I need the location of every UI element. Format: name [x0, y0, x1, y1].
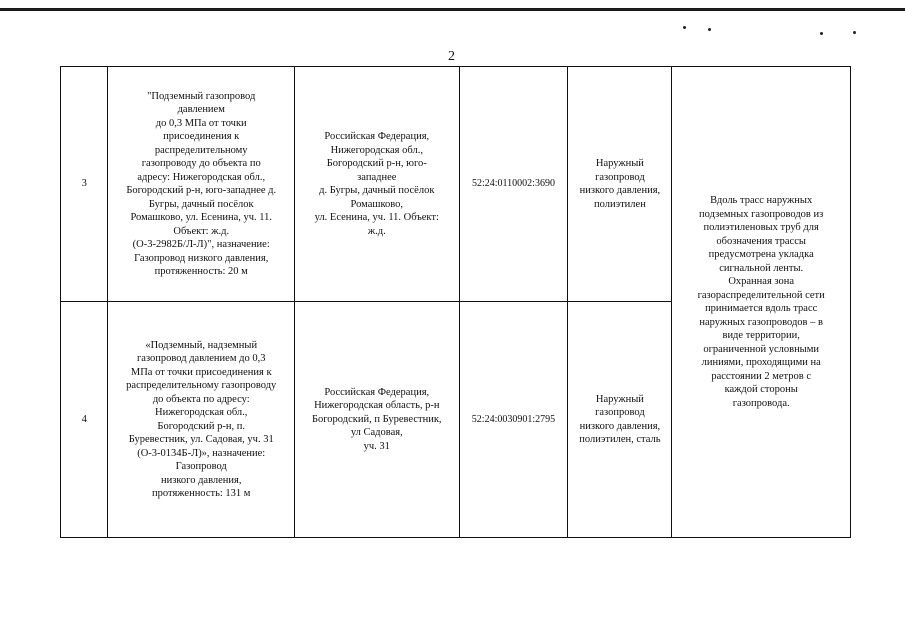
protection-zone-line: расстоянии 2 метров с — [711, 370, 812, 382]
object-name-line: Нижегородская обл., — [155, 407, 248, 418]
address-line: Российская Федерация, — [324, 131, 430, 142]
object-name-line: газопровод давлением до 0,3 — [136, 353, 266, 364]
protection-zone-line: предусмотрена укладка — [708, 249, 814, 260]
address-cell — [295, 302, 459, 538]
protection-zone-line: обозначения трассы — [716, 235, 806, 247]
object-name-line: Богородский р-н, п. — [157, 420, 246, 432]
pipeline-type-line: газопровод — [595, 171, 645, 183]
row-number: 3 — [61, 67, 108, 302]
protection-zone-line: Вдоль трасс наружных — [710, 195, 813, 206]
address-line: Нижегородская область, р-н — [314, 400, 440, 412]
protection-zone-line: сигнальной ленты. — [719, 262, 804, 274]
scan-speck — [853, 31, 856, 34]
protection-zone-line: принимается вдоль трасс — [705, 303, 818, 314]
object-name-line: протяженность: 20 м — [154, 266, 248, 277]
address-cell — [295, 67, 459, 302]
address-line: ж.д. — [367, 225, 386, 237]
address-line: Российская Федерация, — [324, 386, 430, 398]
top-border-line — [0, 8, 905, 11]
pipeline-type-line: Наружный — [595, 393, 644, 405]
object-name-line: Объект: ж.д. — [173, 225, 230, 237]
address-line: Богородский р-н, юго- — [326, 158, 427, 169]
cadastral-number: 52:24:0110002:3690 — [459, 67, 568, 302]
object-name-line: давлением — [177, 104, 225, 115]
protection-zone-line: каждой стороны — [724, 384, 798, 395]
object-name-line: "Подземный газопровод — [147, 90, 256, 102]
protection-zone-line: виде территории, — [722, 330, 800, 341]
address-line: уч. 31 — [363, 440, 390, 452]
object-name-line: (О-3-0134Б-Л)», назначение: — [137, 447, 266, 459]
object-name-line: МПа от точки присоединения к — [130, 366, 272, 378]
object-name-line: Бугры, дачный посёлок — [148, 198, 254, 210]
pipeline-type-line: полиэтилен — [593, 198, 646, 210]
pipeline-type-line: газопровод — [595, 407, 645, 418]
object-name-line: Ромашково, ул. Есенина, уч. 11. — [130, 212, 273, 223]
protection-zone-line: подземных газопроводов из — [699, 208, 824, 220]
object-name-line: Буревестник, ул. Садовая, уч. 31 — [128, 434, 274, 445]
object-name-line: адресу: Нижегородская обл., — [137, 171, 266, 183]
address-line: западнее — [357, 171, 397, 183]
protection-zone-line: линиями, проходящими на — [701, 357, 821, 368]
page-number: 2 — [448, 49, 455, 64]
scan-speck — [708, 28, 711, 31]
object-name-line: присоединения к — [163, 131, 240, 142]
address-line: ул Садовая, — [350, 427, 403, 439]
pipeline-type-cell — [568, 302, 672, 538]
object-name-line: «Подземный, надземный — [145, 339, 258, 351]
cadastral-number: 52:24:0030901:2795 — [459, 302, 568, 538]
scan-speck — [683, 26, 686, 29]
protection-zone-line: наружных газопроводов – в — [699, 316, 823, 328]
object-name-line: низкого давления, — [160, 474, 242, 486]
table-row — [61, 67, 851, 302]
protection-zone-line: газопровода. — [732, 397, 790, 409]
object-name-line: Богородский р-н, юго-западнее д. — [126, 185, 277, 196]
pipeline-type-line: низкого давления, — [579, 185, 661, 196]
object-name-line: распределительному — [154, 144, 248, 156]
address-line: Нижегородская обл., — [330, 144, 423, 156]
pipeline-type-cell — [568, 67, 672, 302]
registry-table — [60, 66, 851, 538]
object-name-line: протяженность: 131 м — [152, 488, 251, 499]
object-name-line: до 0,3 МПа от точки — [155, 117, 247, 129]
object-name-line: до объекта по адресу: — [152, 393, 250, 405]
address-line: д. Бугры, дачный посёлок — [319, 185, 435, 196]
protection-zone-line: Охранная зона — [728, 276, 795, 287]
object-name-line: распределительному газопроводу — [126, 380, 277, 391]
protection-zone-line: полиэтиленовых труб для — [703, 222, 819, 233]
protection-zone-line: ограниченной условными — [703, 343, 820, 355]
object-name-line: (О-3-2982Б/Л-Л)", назначение: — [132, 239, 270, 250]
scan-speck — [820, 32, 823, 35]
address-line: Богородский, п Буревестник, — [311, 413, 442, 425]
object-name-line: Газопровод — [175, 461, 227, 472]
row-number: 4 — [61, 302, 108, 538]
address-line: Ромашково, — [350, 198, 404, 210]
object-name-cell — [108, 302, 295, 538]
object-name-line: газопроводу до объекта по — [141, 158, 261, 169]
pipeline-type-line: Наружный — [595, 158, 644, 169]
pipeline-type-line: полиэтилен, сталь — [579, 434, 661, 445]
protection-zone-cell — [672, 67, 851, 538]
object-name-line: Газопровод низкого давления, — [134, 252, 269, 264]
object-name-cell — [108, 67, 295, 302]
address-line: ул. Есенина, уч. 11. Объект: — [314, 212, 439, 223]
pipeline-type-line: низкого давления, — [579, 420, 661, 432]
protection-zone-line: газораспределительной сети — [697, 289, 825, 301]
